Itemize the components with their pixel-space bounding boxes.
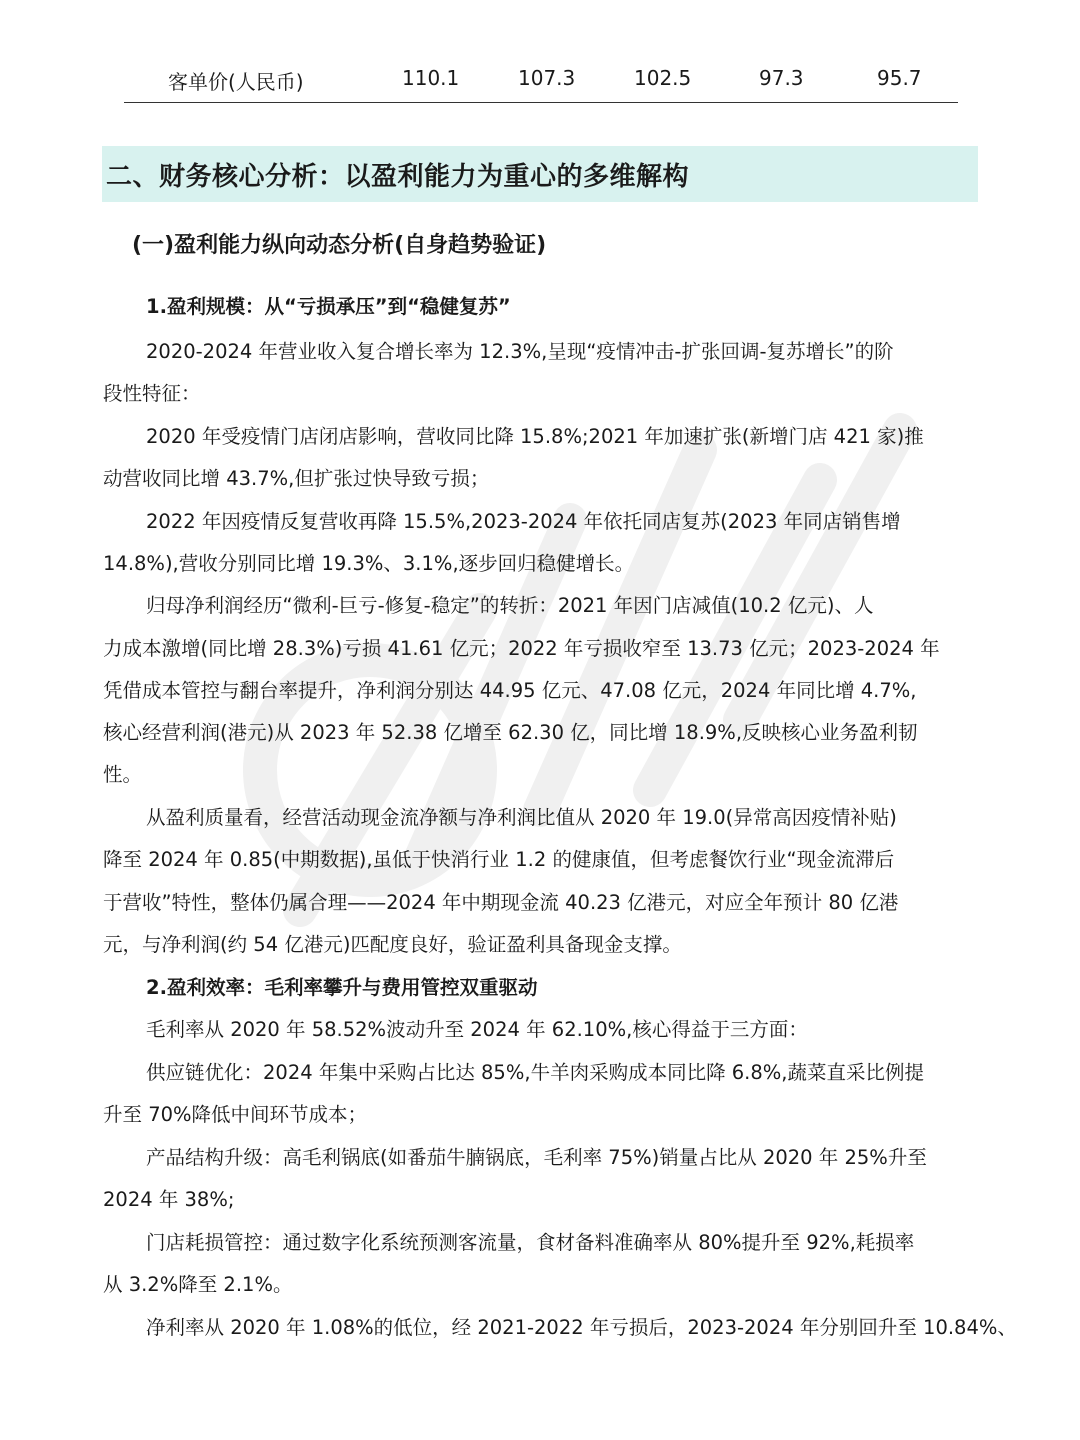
paragraph-line: 核心经营利润(港元)从 2023 年 52.38 亿增至 62.30 亿，同比增 18.9%,反映核心业务盈利韧 — [103, 721, 918, 744]
table-cell: 97.3 — [759, 66, 804, 90]
paragraph-line: 元，与净利润(约 54 亿港元)匹配度良好，验证盈利具备现金支撑。 — [103, 933, 682, 956]
subsection-title: (一)盈利能力纵向动态分析(自身趋势验证) — [132, 233, 547, 258]
paragraph-line: 从盈利质量看，经营活动现金流净额与净利润比值从 2020 年 19.0(异常高因疫情补贴) — [146, 806, 897, 829]
paragraph-line: 于营收”特性，整体仍属合理——2024 年中期现金流 40.23 亿港元，对应全年预计 80 亿港 — [103, 891, 899, 914]
paragraph-heading: 1.盈利规模：从“亏损承压”到“稳健复苏” — [146, 295, 511, 318]
table-cell: 107.3 — [518, 66, 576, 90]
paragraph-line: 毛利率从 2020 年 58.52%波动升至 2024 年 62.10%,核心得益于三方面： — [146, 1018, 808, 1041]
paragraph-line: 升至 70%降低中间环节成本； — [103, 1103, 368, 1126]
paragraph-line: 归母净利润经历“微利-巨亏-修复-稳定”的转折：2021 年因门店减值(10.2 亿元)、人 — [146, 594, 874, 617]
table-cell: 110.1 — [402, 66, 460, 90]
paragraph-line: 2020-2024 年营业收入复合增长率为 12.3%,呈现“疫情冲击-扩张回调-复苏增长”的阶 — [146, 340, 894, 363]
paragraph-line: 净利率从 2020 年 1.08%的低位，经 2021-2022 年亏损后，2023-2024 年分别回升至 10.84%、 — [146, 1316, 1017, 1339]
paragraph-line: 凭借成本管控与翻台率提升，净利润分别达 44.95 亿元、47.08 亿元，2024 年同比增 4.7%, — [103, 679, 917, 702]
table-cell: 102.5 — [634, 66, 692, 90]
paragraph-line: 2022 年因疫情反复营收再降 15.5%,2023-2024 年依托同店复苏(2023 年同店销售增 — [146, 510, 901, 533]
table-cell: 95.7 — [877, 66, 922, 90]
paragraph-line: 产品结构升级：高毛利锅底(如番茄牛腩锅底，毛利率 75%)销量占比从 2020 年 25%升至 — [146, 1146, 927, 1169]
table-row-label: 客单价(人民币) — [168, 70, 304, 94]
section-banner — [102, 146, 978, 202]
paragraph-line: 力成本激增(同比增 28.3%)亏损 41.61 亿元；2022 年亏损收窄至 13.73 亿元；2023-2024 年 — [103, 637, 940, 660]
paragraph-line: 2024 年 38%; — [103, 1188, 235, 1211]
paragraph-line: 降至 2024 年 0.85(中期数据),虽低于快消行业 1.2 的健康值，但考虑餐饮行业“现金流滞后 — [103, 848, 895, 871]
paragraph-line: 供应链优化：2024 年集中采购占比达 85%,牛羊肉采购成本同比降 6.8%,蔬菜直采比例提 — [146, 1061, 925, 1084]
paragraph-line: 2020 年受疫情门店闭店影响，营收同比降 15.8%;2021 年加速扩张(新增门店 421 家)推 — [146, 425, 924, 448]
table-row — [124, 56, 958, 103]
paragraph-line: 性。 — [103, 763, 143, 786]
paragraph-heading: 2.盈利效率：毛利率攀升与费用管控双重驱动 — [146, 976, 538, 999]
paragraph-line: 从 3.2%降至 2.1%。 — [103, 1273, 293, 1296]
paragraph-line: 段性特征： — [103, 382, 201, 405]
section-title: 二、财务核心分析：以盈利能力为重心的多维解构 — [106, 162, 690, 192]
paragraph-line: 门店耗损管控：通过数字化系统预测客流量，食材备料准确率从 80%提升至 92%,耗损率 — [146, 1231, 915, 1254]
paragraph-line: 14.8%),营收分别同比增 19.3%、3.1%,逐步回归稳健增长。 — [103, 552, 635, 575]
paragraph-line: 动营收同比增 43.7%,但扩张过快导致亏损； — [103, 467, 490, 490]
